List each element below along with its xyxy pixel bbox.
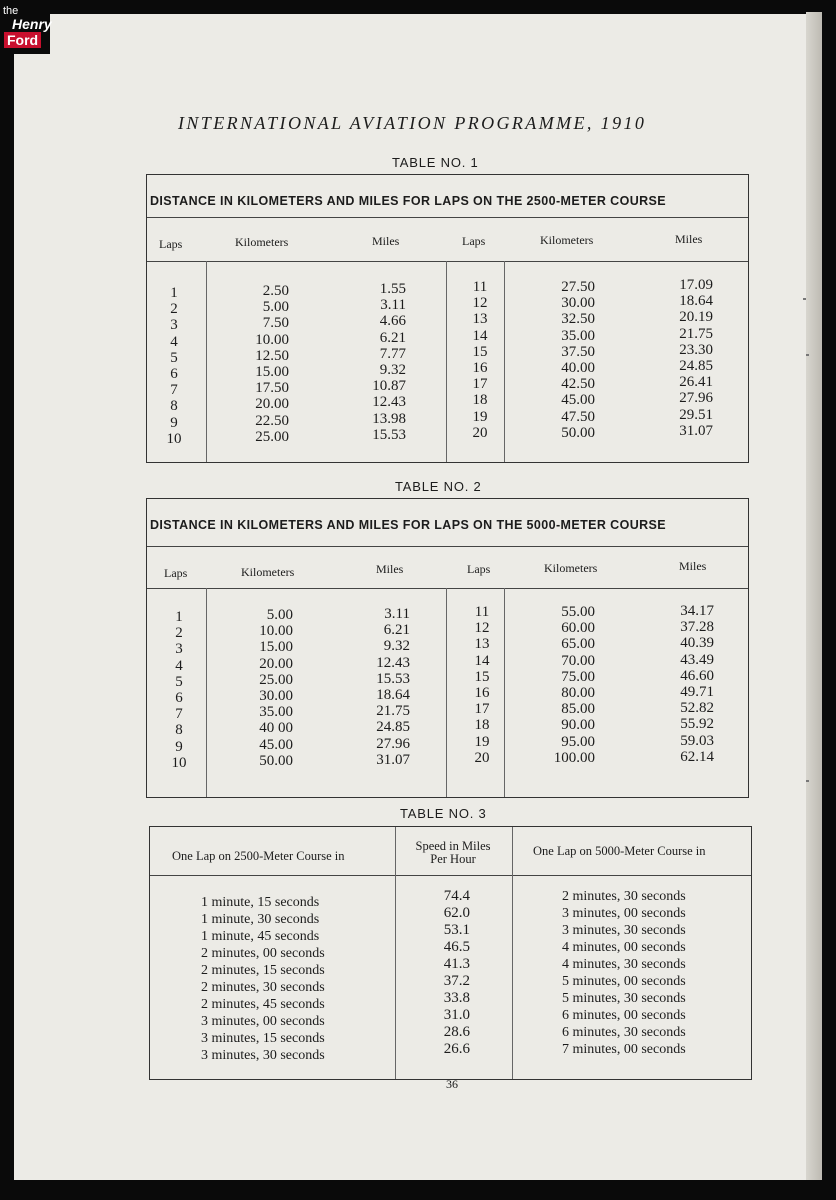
table-cell: 13 bbox=[474, 636, 490, 653]
table-cell: 3 minutes, 00 seconds bbox=[562, 906, 686, 921]
table-cell: 16 bbox=[474, 684, 490, 701]
table-cell: 85.00 bbox=[561, 701, 595, 718]
page-edge bbox=[806, 12, 822, 1180]
table1-miles-column-b bbox=[655, 277, 713, 439]
table-cell: 45.00 bbox=[561, 392, 595, 409]
table-cell: 1 minute, 15 seconds bbox=[201, 895, 320, 910]
table-cell: 60.00 bbox=[561, 620, 595, 637]
table-cell: 50.00 bbox=[259, 752, 293, 769]
table-cell: 13 bbox=[472, 311, 488, 328]
table-cell: 10 bbox=[166, 430, 182, 447]
table-cell: 18.64 bbox=[679, 293, 713, 310]
table-cell: 4 bbox=[170, 333, 178, 350]
table-cell: 23.30 bbox=[679, 341, 713, 358]
table-cell: 4 bbox=[175, 657, 183, 674]
table-cell: 1 minute, 30 seconds bbox=[201, 912, 320, 927]
table-cell: 16 bbox=[472, 359, 488, 376]
paper-mark bbox=[803, 298, 806, 300]
table1-header-miles: Miles bbox=[675, 232, 703, 246]
table1-caption: DISTANCE IN KILOMETERS AND MILES FOR LAPS ON THE 2500-METER COURSE bbox=[150, 194, 667, 208]
table1-header-miles: Miles bbox=[372, 234, 400, 248]
table2-header-laps: Laps bbox=[467, 562, 491, 576]
table-cell: 1 minute, 45 seconds bbox=[201, 929, 320, 944]
table-cell: 53.1 bbox=[443, 922, 470, 938]
table-cell: 15.00 bbox=[259, 639, 293, 656]
table-cell: 46.5 bbox=[443, 939, 470, 955]
table1-title: TABLE NO. 1 bbox=[392, 155, 479, 170]
page-number: 36 bbox=[446, 1077, 458, 1091]
table2-header-miles: Miles bbox=[679, 559, 707, 573]
table1-header-kilometers: Kilometers bbox=[235, 235, 289, 249]
table-cell: 34.17 bbox=[680, 603, 714, 619]
table-cell: 27.50 bbox=[561, 279, 595, 295]
table-cell: 2 bbox=[170, 301, 178, 318]
table3-header-rule bbox=[150, 875, 751, 876]
table1-caption-rule bbox=[147, 217, 748, 218]
table-cell: 37.2 bbox=[443, 973, 470, 989]
table-cell: 27.96 bbox=[679, 390, 713, 407]
running-head: INTERNATIONAL AVIATION PROGRAMME, 1910 bbox=[178, 113, 647, 133]
table-cell: 25.00 bbox=[259, 671, 293, 688]
paper-mark bbox=[806, 780, 809, 782]
table2-header-miles: Miles bbox=[376, 562, 404, 576]
table-cell: 18 bbox=[472, 392, 488, 409]
table-cell: 24.85 bbox=[679, 357, 713, 374]
table-cell: 12.43 bbox=[372, 394, 406, 411]
table-cell: 3 minutes, 00 seconds bbox=[201, 1014, 325, 1029]
table-cell: 7.77 bbox=[379, 345, 406, 362]
table-cell: 49.71 bbox=[680, 683, 714, 700]
table1-col-rule bbox=[206, 261, 207, 462]
table-cell: 4 minutes, 00 seconds bbox=[562, 940, 686, 955]
table-cell: 2 bbox=[175, 625, 183, 642]
table-cell: 6.21 bbox=[383, 622, 410, 639]
table-cell: 5 bbox=[175, 673, 183, 690]
table-cell: 4 minutes, 30 seconds bbox=[562, 957, 686, 972]
table-cell: 3.11 bbox=[384, 606, 410, 622]
table-cell: 52.82 bbox=[680, 700, 714, 717]
table1-col-rule bbox=[504, 261, 505, 462]
table-cell: 30.00 bbox=[561, 295, 595, 312]
table2-header-kilometers: Kilometers bbox=[241, 565, 295, 579]
table-cell: 9.32 bbox=[379, 361, 406, 378]
table-cell: 15.53 bbox=[376, 670, 410, 687]
table-cell: 41.3 bbox=[443, 956, 470, 972]
table3-header-speed: Speed in Miles bbox=[415, 839, 491, 853]
table-cell: 70.00 bbox=[561, 652, 595, 669]
table-cell: 59.03 bbox=[680, 732, 714, 749]
table-cell: 7.50 bbox=[262, 315, 289, 332]
table-cell: 95.00 bbox=[561, 733, 595, 750]
table-cell: 43.49 bbox=[680, 651, 714, 668]
table-cell: 37.50 bbox=[561, 343, 595, 360]
henry-ford-logo bbox=[0, 0, 50, 54]
table2-laps-column-b bbox=[467, 604, 497, 766]
logo-ford: Ford bbox=[4, 32, 41, 48]
table-cell: 10.00 bbox=[259, 623, 293, 640]
table-cell: 19 bbox=[474, 733, 490, 750]
table-cell: 1 bbox=[170, 285, 178, 301]
table-cell: 26.41 bbox=[679, 374, 713, 391]
table2-km-column bbox=[240, 607, 293, 769]
table-cell: 7 minutes, 00 seconds bbox=[562, 1042, 686, 1057]
table-cell: 4.66 bbox=[379, 313, 406, 330]
table-cell: 10 bbox=[171, 754, 187, 771]
table-cell: 8 bbox=[175, 722, 183, 739]
table3-speed-column bbox=[430, 888, 470, 1058]
table2-laps-column bbox=[166, 609, 192, 771]
table-cell: 14 bbox=[472, 327, 488, 344]
table2-km-column-b bbox=[539, 604, 595, 766]
table-cell: 90.00 bbox=[561, 717, 595, 734]
table-cell: 40.00 bbox=[561, 359, 595, 376]
table-cell: 45.00 bbox=[259, 736, 293, 753]
table-cell: 5.00 bbox=[266, 607, 293, 623]
table-cell: 26.6 bbox=[443, 1041, 470, 1057]
table-cell: 20.00 bbox=[259, 655, 293, 672]
table-cell: 40 00 bbox=[259, 720, 293, 737]
table-cell: 6 bbox=[170, 365, 178, 382]
table-cell: 24.85 bbox=[376, 719, 410, 736]
table-cell: 17.09 bbox=[679, 277, 713, 293]
table1-header-laps: Laps bbox=[159, 237, 183, 251]
table-cell: 12.43 bbox=[376, 654, 410, 671]
table-cell: 3 bbox=[170, 317, 178, 334]
table3-header-2500: One Lap on 2500-Meter Course in bbox=[172, 849, 345, 863]
table3-header-per-hour: Per Hour bbox=[430, 852, 476, 866]
table-cell: 75.00 bbox=[561, 668, 595, 685]
table-cell: 6 minutes, 30 seconds bbox=[562, 1025, 686, 1040]
table3-col-rule bbox=[512, 827, 513, 1079]
table-cell: 13.98 bbox=[372, 410, 406, 427]
table-cell: 2 minutes, 30 seconds bbox=[562, 889, 686, 904]
table-cell: 3 minutes, 30 seconds bbox=[201, 1048, 325, 1063]
table2-title: TABLE NO. 2 bbox=[395, 479, 482, 494]
table1-km-column-b bbox=[539, 279, 595, 441]
table2-miles-column bbox=[355, 606, 410, 768]
table-cell: 3 minutes, 15 seconds bbox=[201, 1031, 325, 1046]
table-cell: 31.07 bbox=[376, 751, 410, 768]
table-cell: 62.14 bbox=[680, 748, 714, 765]
table-cell: 12 bbox=[472, 295, 488, 312]
table-cell: 12 bbox=[474, 620, 490, 637]
table-cell: 2 minutes, 45 seconds bbox=[201, 997, 325, 1012]
table-cell: 6.21 bbox=[379, 329, 406, 346]
table-cell: 31.07 bbox=[679, 422, 713, 439]
table1-laps-column bbox=[161, 285, 187, 447]
table-cell: 11 bbox=[472, 279, 488, 295]
table-cell: 100.00 bbox=[553, 749, 595, 766]
table-cell: 7 bbox=[175, 706, 183, 723]
table-cell: 21.75 bbox=[376, 703, 410, 720]
table1-header-kilometers: Kilometers bbox=[540, 233, 594, 247]
table-cell: 3.11 bbox=[380, 297, 406, 314]
table-cell: 74.4 bbox=[443, 888, 470, 904]
table-cell: 1 bbox=[175, 609, 183, 625]
table3-header-5000: One Lap on 5000-Meter Course in bbox=[533, 844, 706, 858]
table1-miles-column bbox=[353, 281, 406, 443]
table2-caption-rule bbox=[147, 546, 748, 547]
table-cell: 11 bbox=[474, 604, 490, 620]
table-cell: 21.75 bbox=[679, 325, 713, 342]
table1-km-column bbox=[237, 283, 289, 445]
table-cell: 5 minutes, 00 seconds bbox=[562, 974, 686, 989]
table2-col-rule bbox=[206, 588, 207, 797]
table-cell: 42.50 bbox=[561, 376, 595, 393]
table2-miles-column-b bbox=[655, 603, 714, 765]
table-cell: 5 minutes, 30 seconds bbox=[562, 991, 686, 1006]
table-cell: 28.6 bbox=[443, 1024, 470, 1040]
table-cell: 1.55 bbox=[379, 281, 406, 297]
table-cell: 17 bbox=[474, 701, 490, 718]
table3-title: TABLE NO. 3 bbox=[400, 806, 487, 821]
table-cell: 7 bbox=[170, 382, 178, 399]
table-cell: 47.50 bbox=[561, 408, 595, 425]
table2-header-laps: Laps bbox=[164, 566, 188, 580]
table-cell: 20 bbox=[474, 749, 490, 766]
table-cell: 29.51 bbox=[679, 406, 713, 423]
table1-laps-column-b bbox=[465, 279, 495, 441]
table2-caption: DISTANCE IN KILOMETERS AND MILES FOR LAPS ON THE 5000-METER COURSE bbox=[150, 518, 667, 532]
table-cell: 30.00 bbox=[259, 687, 293, 704]
table-cell: 37.28 bbox=[680, 619, 714, 636]
table1-col-rule bbox=[446, 261, 447, 462]
table-cell: 3 minutes, 30 seconds bbox=[562, 923, 686, 938]
table-cell: 62.0 bbox=[443, 905, 470, 921]
table3-col-rule bbox=[395, 827, 396, 1079]
table-cell: 40.39 bbox=[680, 635, 714, 652]
table-cell: 35.00 bbox=[259, 704, 293, 721]
table-cell: 20.19 bbox=[679, 309, 713, 326]
table-cell: 12.50 bbox=[255, 347, 289, 364]
table-cell: 31.0 bbox=[443, 1007, 470, 1023]
table2-col-rule bbox=[446, 588, 447, 797]
table-cell: 15.53 bbox=[372, 426, 406, 443]
table3-2500-column bbox=[201, 894, 325, 1064]
table-cell: 10.00 bbox=[255, 331, 289, 348]
table-cell: 18 bbox=[474, 717, 490, 734]
table-cell: 80.00 bbox=[561, 684, 595, 701]
table2-header-rule bbox=[147, 588, 748, 589]
logo-the: the bbox=[3, 5, 19, 17]
table-cell: 6 minutes, 00 seconds bbox=[562, 1008, 686, 1023]
table-cell: 32.50 bbox=[561, 311, 595, 328]
table-cell: 10.87 bbox=[372, 378, 406, 395]
table-cell: 9 bbox=[170, 414, 178, 431]
table-cell: 6 bbox=[175, 689, 183, 706]
table2-col-rule bbox=[504, 588, 505, 797]
table-cell: 8 bbox=[170, 398, 178, 415]
table3-5000-column bbox=[562, 888, 686, 1058]
table-cell: 19 bbox=[472, 408, 488, 425]
table-cell: 27.96 bbox=[376, 735, 410, 752]
logo-henry: Henry bbox=[12, 16, 52, 32]
table2 bbox=[146, 498, 749, 798]
table-cell: 17 bbox=[472, 376, 488, 393]
table-cell: 25.00 bbox=[255, 428, 289, 445]
table2-header-kilometers: Kilometers bbox=[544, 561, 598, 575]
table-cell: 17.50 bbox=[255, 380, 289, 397]
table-cell: 55.00 bbox=[561, 604, 595, 620]
table-cell: 15.00 bbox=[255, 363, 289, 380]
table-cell: 22.50 bbox=[255, 412, 289, 429]
table-cell: 15 bbox=[474, 668, 490, 685]
table-cell: 55.92 bbox=[680, 716, 714, 733]
table1-header-laps: Laps bbox=[462, 234, 486, 248]
table-cell: 46.60 bbox=[680, 667, 714, 684]
table-cell: 9.32 bbox=[383, 638, 410, 655]
table-cell: 20.00 bbox=[255, 396, 289, 413]
table-cell: 18.64 bbox=[376, 686, 410, 703]
table-cell: 2.50 bbox=[262, 283, 289, 299]
table-cell: 5.00 bbox=[262, 299, 289, 316]
table-cell: 14 bbox=[474, 652, 490, 669]
table-cell: 35.00 bbox=[561, 327, 595, 344]
table-cell: 65.00 bbox=[561, 636, 595, 653]
table-cell: 33.8 bbox=[443, 990, 470, 1006]
table1-header-rule bbox=[147, 261, 748, 262]
table-cell: 50.00 bbox=[561, 424, 595, 441]
table-cell: 2 minutes, 30 seconds bbox=[201, 980, 325, 995]
table1 bbox=[146, 174, 749, 463]
table-cell: 15 bbox=[472, 343, 488, 360]
table-cell: 2 minutes, 15 seconds bbox=[201, 963, 325, 978]
table3 bbox=[149, 826, 752, 1080]
table-cell: 9 bbox=[175, 738, 183, 755]
table-cell: 3 bbox=[175, 641, 183, 658]
paper-mark bbox=[806, 354, 809, 356]
table-cell: 5 bbox=[170, 349, 178, 366]
table-cell: 2 minutes, 00 seconds bbox=[201, 946, 325, 961]
table-cell: 20 bbox=[472, 424, 488, 441]
